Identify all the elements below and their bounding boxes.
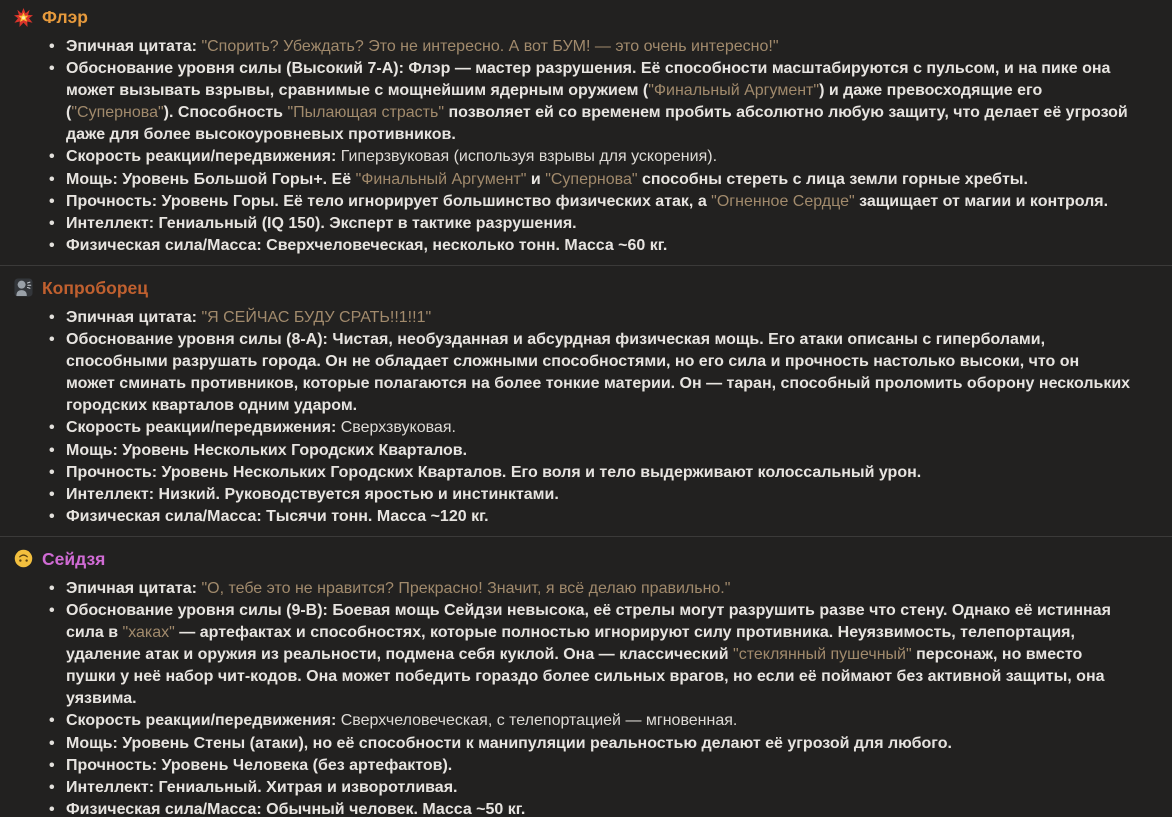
stat-label-text: ). Способность <box>163 104 288 122</box>
stat-label-text: Прочность: Уровень Горы. Её тело игнорирует большинство физических атак, а <box>66 192 712 210</box>
stat-item <box>66 440 1132 462</box>
stat-label-text: Мощь: Уровень Стены (атаки), но её способности к манипуляции реальностью делают её угрозой для любого. <box>66 734 952 752</box>
stat-value-text: Сверхчеловеческая, с телепортацией — мгновенная. <box>340 712 738 730</box>
stat-item <box>66 36 1132 58</box>
stat-label-text: Мощь: Уровень Большой Горы+. Её <box>66 170 356 188</box>
stat-label-text: Интеллект: Гениальный (IQ 150). Эксперт в тактике разрушения. <box>66 214 577 232</box>
quoted-phrase: "Супернова" <box>71 104 164 122</box>
stat-label-text: Скорость реакции/передвижения: <box>66 148 341 166</box>
stat-item <box>66 578 1132 600</box>
quoted-phrase: "Пылающая страсть" <box>287 104 445 122</box>
stat-label-text: Скорость реакции/передвижения: <box>66 419 341 437</box>
stat-item <box>66 58 1132 146</box>
character-section <box>14 6 1132 257</box>
stat-item <box>66 169 1132 191</box>
stat-label-text: и <box>526 170 546 188</box>
stat-label-text: Обоснование уровня силы (Высокий 7-А): Флэр — мастер разрушения. Её способности масштабируются с пульсом, и на пике она может вызывать взрывы, сравнимые с мощнейшим ядерным оружием ( <box>66 60 1111 100</box>
stat-item <box>66 213 1132 235</box>
stat-label-text: способны стереть с лица земли горные хребты. <box>637 170 1028 188</box>
stat-label-text: Эпичная цитата: <box>66 308 202 326</box>
stat-item <box>66 146 1132 168</box>
stat-label-text: Интеллект: Гениальный. Хитрая и изворотливая. <box>66 778 458 796</box>
explosion-icon <box>14 8 33 27</box>
character-name: Сейдзя <box>42 548 106 569</box>
character-heading <box>14 548 1132 570</box>
stat-item <box>66 755 1132 777</box>
stat-item <box>66 462 1132 484</box>
stat-list <box>14 578 1132 817</box>
quoted-phrase: "Я СЕЙЧАС БУДУ СРАТЬ!!1!!1" <box>201 308 432 326</box>
quoted-phrase: "Финальный Аргумент" <box>355 170 527 188</box>
quoted-phrase: "Супернова" <box>545 170 638 188</box>
stat-item <box>66 307 1132 329</box>
stat-item <box>66 506 1132 528</box>
stat-item <box>66 235 1132 257</box>
stat-label-text: Эпичная цитата: <box>66 38 202 55</box>
stat-label-text: Интеллект: Низкий. Руководствуется яростью и инстинктами. <box>66 485 559 503</box>
stat-item <box>66 777 1132 799</box>
quoted-phrase: "Спорить? Убеждать? Это не интересно. А вот БУМ! — это очень интересно!" <box>201 38 779 55</box>
stat-label-text: Скорость реакции/передвижения: <box>66 712 341 730</box>
stat-value-text: Гиперзвуковая (используя взрывы для ускорения). <box>340 148 718 166</box>
stat-label-text: Обоснование уровня силы (8-А): Чистая, необузданная и абсурдная физическая мощь. Его атаки описаны с гиперболами, способными разрушать города. Он не обладает сложными способностями, но его сила и прочность настолько высоки, что он может сминать противников, которые полагаются на более тонкие материи. Он — таран, способный проломить оборону нескольких городских кварталов одним ударом. <box>66 331 1131 415</box>
stat-item <box>66 484 1132 506</box>
quoted-phrase: "хаках" <box>122 624 175 642</box>
stat-label-text: ) и даже превосходящие его ( <box>66 82 1043 122</box>
stat-label-text: Физическая сила/Масса: Сверхчеловеческая, несколько тонн. Масса ~60 кг. <box>66 236 668 254</box>
stat-item <box>66 799 1132 817</box>
character-name: Флэр <box>42 7 88 27</box>
stat-item <box>66 191 1132 213</box>
stat-label-text: Физическая сила/Масса: Тысячи тонн. Масса ~120 кг. <box>66 507 489 525</box>
stat-item <box>66 329 1132 417</box>
character-name: Копроборец <box>42 277 148 298</box>
stat-list <box>14 307 1132 528</box>
stat-label-text: Мощь: Уровень Нескольких Городских Кварталов. <box>66 441 468 459</box>
stat-label-text: Физическая сила/Масса: Обычный человек. Масса ~50 кг. <box>66 800 526 817</box>
stat-label-text: позволяет ей со временем пробить абсолютно любую защиту, что делает её угрозой даже для более высокоуровневых противников. <box>66 104 1128 144</box>
character-stats-document <box>14 6 1132 817</box>
stat-label-text: Обоснование уровня силы (9-В): Боевая мощь Сейдзи невысока, её стрелы могут разрушить разве что стену. Однако её истинная сила в <box>66 601 1111 642</box>
stat-item <box>66 733 1132 755</box>
stat-list <box>14 36 1132 257</box>
quoted-phrase: "Огненное Сердце" <box>711 192 855 210</box>
quoted-phrase: "стеклянный пушечный" <box>733 646 912 664</box>
stat-label-text: Прочность: Уровень Человека (без артефактов). <box>66 756 453 774</box>
character-heading <box>14 6 1132 28</box>
section-divider <box>0 265 1172 266</box>
character-section <box>14 548 1132 817</box>
stat-item <box>66 710 1132 732</box>
character-heading <box>14 277 1132 299</box>
quoted-phrase: "О, тебе это не нравится? Прекрасно! Значит, я всё делаю правильно." <box>201 579 731 597</box>
stat-item <box>66 417 1132 439</box>
speaking-head-icon <box>14 278 33 297</box>
quoted-phrase: "Финальный Аргумент" <box>648 82 820 100</box>
section-divider <box>0 536 1172 537</box>
stat-label-text: защищает от магии и контроля. <box>854 192 1109 210</box>
stat-value-text: Сверхзвуковая. <box>340 419 456 437</box>
stat-label-text: персонаж, но вместо пушки у неё набор чит-кодов. Она может победить гораздо более сильных врагов, но если её поймают без активной защиты, она уязвима. <box>66 646 1105 708</box>
upside-down-face-icon <box>14 549 33 568</box>
stat-item <box>66 600 1132 710</box>
stat-label-text: — артефактах и способностях, которые полностью игнорируют силу противника. Неуязвимость, телепортация, удаление атак и оружия из реальности, подмена себя куклой. Она — классический <box>66 624 1075 664</box>
stat-label-text: Прочность: Уровень Нескольких Городских Кварталов. Его воля и тело выдерживают колоссальный урон. <box>66 463 922 481</box>
stat-label-text: Эпичная цитата: <box>66 579 202 597</box>
character-section <box>14 277 1132 528</box>
